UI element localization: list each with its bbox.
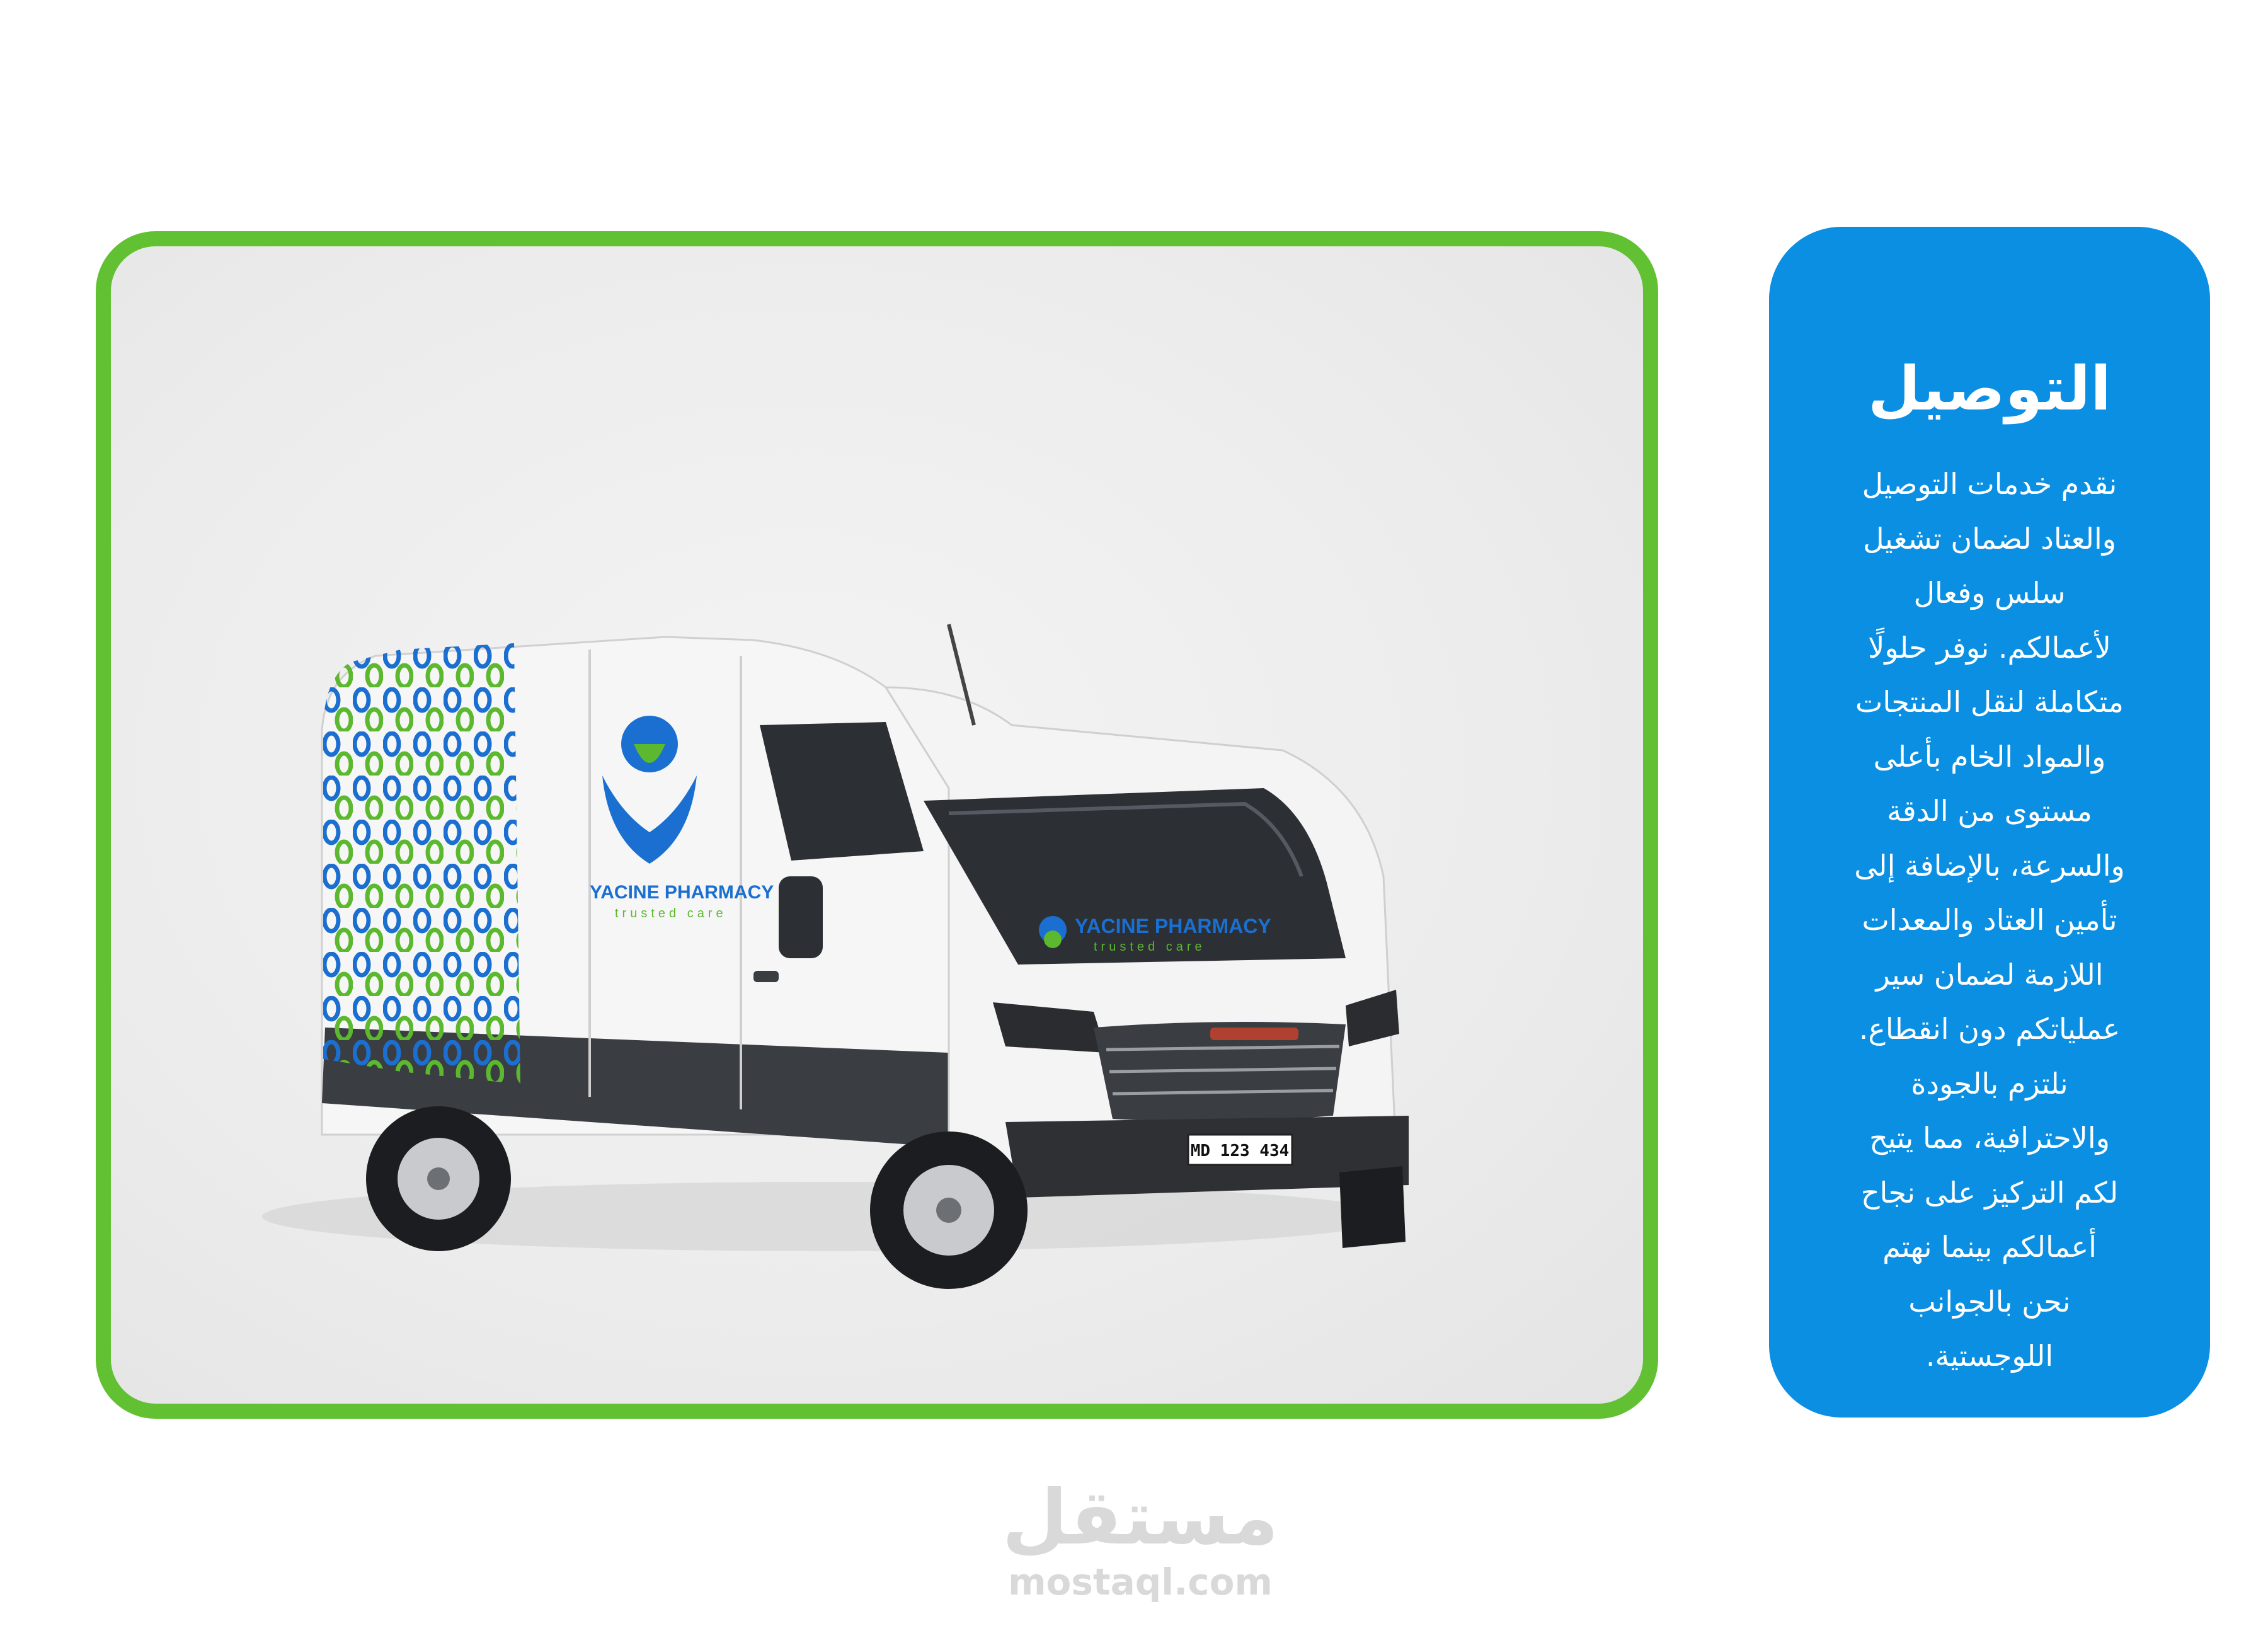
description-line: اللازمة لضمان سير [1876,957,2104,992]
delivery-info-card [1769,227,2210,1418]
description-line: سلس وفعال [1913,576,2066,610]
card-title: التوصيل [1868,353,2111,424]
description-line: والسرعة، بالإضافة إلى [1854,848,2125,883]
front-wheel [870,1131,1028,1289]
description-line: لأعمالكم. نوفر حلولًا [1868,630,2111,665]
description-line: مستوى من الدقة [1887,794,2092,828]
svg-text:MD 123 434: MD 123 434 [1190,1142,1290,1160]
description-line: والعتاد لضمان تشغيل [1863,521,2116,556]
watermark-arabic: مستقل [1002,1474,1279,1562]
description-line: عملياتكم دون انقطاع. [1858,1012,2121,1046]
description-line: نقدم خدمات التوصيل [1862,467,2117,501]
description-line: تأمين العتاد والمعدات [1862,903,2117,937]
mostaql-watermark [983,1474,1298,1603]
card-description [1794,457,2185,1383]
svg-text:trusted care: trusted care [1094,940,1206,954]
svg-text:YACINE PHARMACY: YACINE PHARMACY [590,882,774,903]
description-line: متكاملة لنقل المنتجات [1855,685,2124,719]
watermark-domain: mostaql.com [1008,1561,1273,1603]
description-line: والمواد الخام بأعلى [1873,739,2106,774]
svg-text:YACINE PHARMACY: YACINE PHARMACY [1075,915,1271,937]
description-line: لكم التركيز على نجاح [1860,1175,2119,1210]
front-right-wheel [1339,1166,1406,1248]
description-line: نلتزم بالجودة [1911,1066,2068,1101]
rear-wheel [366,1106,511,1251]
description-line: أعمالكم بينما نهتم [1882,1230,2097,1264]
van-photo-frame [96,231,1658,1419]
description-line: نحن بالجوانب [1908,1284,2071,1319]
description-line: اللوجستية. [1925,1339,2054,1373]
description-line: والاحترافية، مما يتيح [1869,1121,2110,1155]
svg-text:trusted care: trusted care [615,907,727,920]
delivery-van-illustration [111,246,1643,1404]
